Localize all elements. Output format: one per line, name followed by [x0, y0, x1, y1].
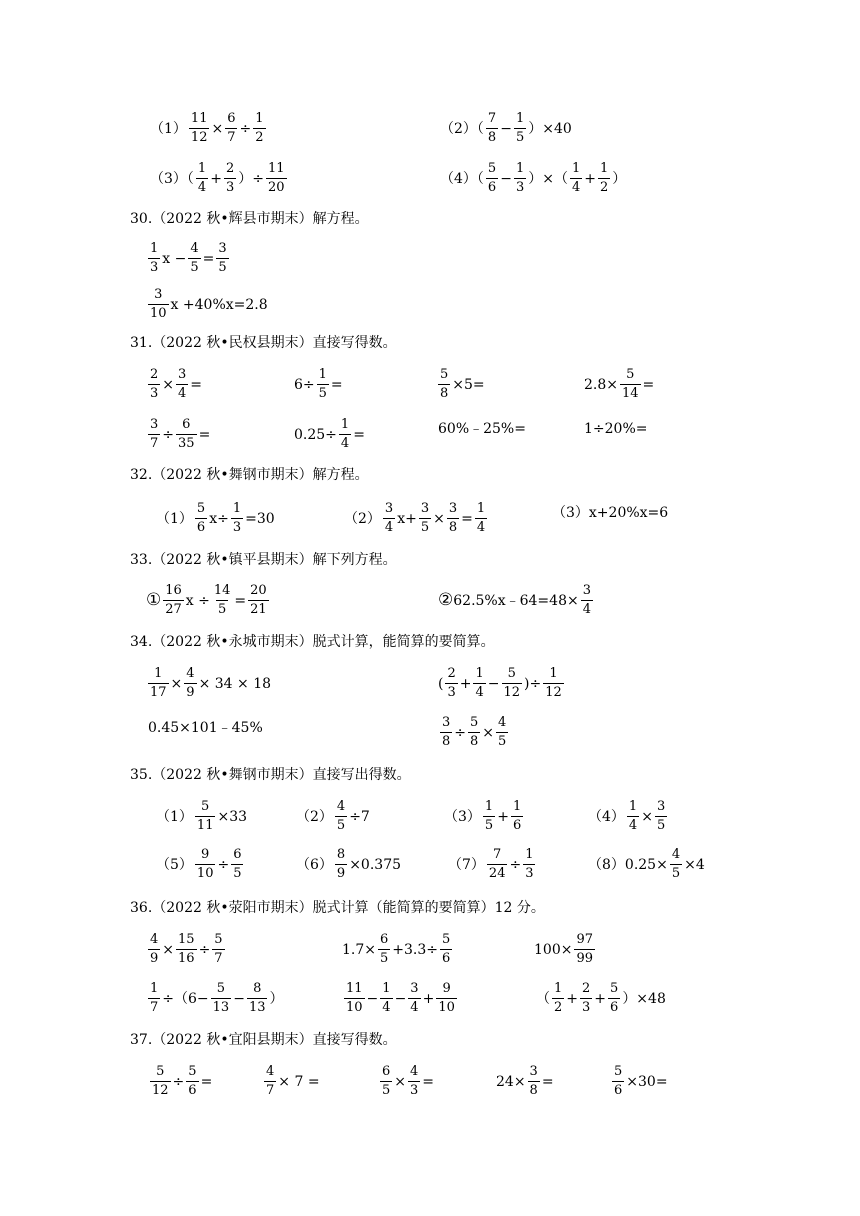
fraction: $\frac{7}{24}$ [488, 847, 506, 882]
fraction: $\frac{1}{4}$ [340, 417, 350, 452]
expression-36-a: $\frac{4}{9}$ × $\frac{15}{16}$ ÷ $\frac{5}{7}$ [150, 932, 223, 967]
expression-36-d: $\frac{1}{7}$ ÷（6− $\frac{5}{13}$ − $\frac{8}{13}$ ） [150, 981, 284, 1016]
question-37-heading: 37.（2022 秋•宜阳县期末）直接写得数。 [130, 1032, 397, 1048]
fraction: $\frac{1}{4}$ [476, 501, 486, 536]
fraction: $\frac{1}{7}$ [150, 981, 159, 1016]
equation-33-2: ② 62.5%x﹣64=48× $\frac{3}{4}$ [438, 583, 591, 618]
equation-33-1: ① $\frac{16}{27}$ x ÷ $\frac{14}{5}$ = $\frac{20}{21}$ [146, 583, 267, 618]
fraction: $\frac{1}{4}$ [628, 799, 638, 834]
fraction: $\frac{5}{14}$ [622, 367, 639, 402]
fraction: $\frac{3}{4}$ [178, 367, 187, 402]
fraction: $\frac{5}{13}$ [212, 981, 230, 1016]
fraction: $\frac{1}{2}$ [599, 161, 609, 196]
item-31-g: 60%﹣25%= [438, 421, 526, 437]
item-31-f: 0.25÷ $\frac{1}{4}$ = [294, 417, 365, 452]
fraction: $\frac{2}{3}$ [582, 981, 591, 1016]
fraction: $\frac{1}{4}$ [382, 981, 391, 1016]
fraction: $\frac{4}{9}$ [150, 932, 159, 967]
fraction: $\frac{11}{12}$ [190, 111, 208, 146]
item-35-6: （6） $\frac{8}{9}$ ×0.375 [296, 847, 402, 882]
fraction: $\frac{6}{5}$ [380, 932, 389, 967]
fraction: $\frac{11}{20}$ [267, 161, 285, 196]
fraction: $\frac{5}{8}$ [440, 367, 449, 402]
expression-34-b: ( $\frac{2}{3}$ + $\frac{1}{4}$ − $\frac{5}{12}$ )÷ $\frac{1}{12}$ [438, 666, 562, 701]
question-36-heading: 36.（2022 秋•荥阳市期末）脱式计算（能简算的要简算）12 分。 [130, 900, 545, 916]
fraction: $\frac{5}{6}$ [610, 981, 619, 1016]
fraction: $\frac{5}{12}$ [503, 666, 521, 701]
question-31-heading: 31.（2022 秋•民权县期末）直接写得数。 [130, 335, 397, 351]
item-37-a: $\frac{5}{12}$ ÷ $\frac{5}{6}$ = [152, 1064, 213, 1099]
fraction: $\frac{14}{5}$ [213, 583, 231, 618]
fraction: $\frac{5}{6}$ [442, 932, 451, 967]
equation-32-3: （3）x+20%x=6 [552, 505, 669, 521]
fraction: $\frac{4}{9}$ [186, 666, 195, 701]
fraction: $\frac{1}{2}$ [554, 981, 563, 1016]
fraction: $\frac{4}{5}$ [671, 847, 681, 882]
fraction: $\frac{2}{3}$ [225, 161, 235, 196]
expression-36-b: 1.7× $\frac{6}{5}$ +3.3÷ $\frac{5}{6}$ [342, 932, 451, 967]
equation-32-1: （1） $\frac{5}{6}$ x÷ $\frac{1}{3}$ =30 [156, 501, 275, 536]
item-31-a: $\frac{2}{3}$ × $\frac{3}{4}$ = [150, 367, 203, 402]
item-35-8: （8）0.25× $\frac{4}{5}$ ×4 [588, 847, 705, 882]
fraction: $\frac{1}{4}$ [571, 161, 581, 196]
item-35-5: （5） $\frac{9}{10}$ ÷ $\frac{6}{5}$ [156, 847, 242, 882]
fraction: $\frac{1}{3}$ [525, 847, 534, 882]
question-35-heading: 35.（2022 秋•舞钢市期末）直接写出得数。 [130, 767, 411, 783]
fraction: $\frac{16}{27}$ [165, 583, 182, 618]
fraction: $\frac{15}{16}$ [178, 932, 195, 967]
fraction: $\frac{4}{5}$ [190, 241, 199, 276]
problem-4: （4）（ $\frac{5}{6}$ − $\frac{1}{3}$ ）×（ $\frac{1}{4}$ + $\frac{1}{2}$ ） [440, 161, 627, 196]
item-31-d: 2.8× $\frac{5}{14}$ = [584, 367, 655, 402]
fraction: $\frac{6}{7}$ [227, 111, 236, 146]
fraction: $\frac{1}{4}$ [197, 161, 207, 196]
fraction: $\frac{3}{4}$ [410, 981, 419, 1016]
problem-3: （3）（ $\frac{1}{4}$ + $\frac{2}{3}$ ）÷ $\frac{11}{20}$ [150, 161, 285, 196]
equation-32-2: （2） $\frac{3}{4}$ x+ $\frac{3}{5}$ × $\frac{3}{8}$ = $\frac{1}{4}$ [344, 501, 486, 536]
question-32-heading: 32.（2022 秋•舞钢市期末）解方程。 [130, 467, 369, 483]
fraction: $\frac{4}{3}$ [410, 1064, 419, 1099]
fraction: $\frac{2}{3}$ [150, 367, 159, 402]
fraction: $\frac{4}{5}$ [336, 799, 346, 834]
fraction: $\frac{3}{8}$ [529, 1064, 538, 1099]
fraction: $\frac{1}{2}$ [255, 111, 264, 146]
fraction: $\frac{5}{7}$ [214, 932, 223, 967]
fraction: $\frac{6}{35}$ [178, 417, 195, 452]
fraction: $\frac{5}{6}$ [487, 161, 497, 196]
fraction: $\frac{9}{10}$ [438, 981, 455, 1016]
fraction: $\frac{3}{8}$ [448, 501, 458, 536]
item-37-e: $\frac{5}{6}$ ×30= [614, 1064, 668, 1099]
equation-30-2: $\frac{3}{10}$ x +40%x=2.8 [150, 287, 268, 322]
fraction: $\frac{8}{13}$ [248, 981, 266, 1016]
fraction: $\frac{5}{6}$ [614, 1064, 623, 1099]
fraction: $\frac{4}{5}$ [498, 715, 507, 750]
fraction: $\frac{1}{5}$ [515, 111, 525, 146]
fraction: $\frac{3}{4}$ [582, 583, 591, 618]
fraction: $\frac{1}{3}$ [150, 241, 159, 276]
item-37-b: $\frac{4}{7}$ × 7 = [266, 1064, 320, 1099]
fraction: $\frac{1}{12}$ [545, 666, 562, 701]
fraction: $\frac{3}{8}$ [442, 715, 451, 750]
fraction: $\frac{2}{3}$ [447, 666, 456, 701]
fraction: $\frac{11}{10}$ [346, 981, 363, 1016]
fraction: $\frac{5}{12}$ [152, 1064, 169, 1099]
question-34-heading: 34.（2022 秋•永城市期末）脱式计算，能简算的要简算。 [130, 634, 495, 650]
fraction: $\frac{1}{17}$ [150, 666, 167, 701]
expression-34-d: $\frac{3}{8}$ ÷ $\frac{5}{8}$ × $\frac{4}{5}$ [442, 715, 507, 750]
problem-2: （2）（ $\frac{7}{8}$ − $\frac{1}{5}$ ）×40 [440, 111, 572, 146]
equation-30-1: $\frac{1}{3}$ x − $\frac{4}{5}$ = $\frac{3}{5}$ [150, 241, 227, 276]
item-31-h: 1÷20%= [584, 421, 648, 437]
fraction: $\frac{97}{99}$ [576, 932, 593, 967]
fraction: $\frac{8}{9}$ [336, 847, 346, 882]
fraction: $\frac{6}{5}$ [382, 1064, 391, 1099]
fraction: $\frac{3}{10}$ [150, 287, 167, 322]
fraction: $\frac{6}{5}$ [233, 847, 242, 882]
fraction: $\frac{1}{5}$ [318, 367, 327, 402]
item-37-d: 24× $\frac{3}{8}$ = [496, 1064, 554, 1099]
fraction: $\frac{3}{7}$ [150, 417, 159, 452]
problem-1: （1） $\frac{11}{12}$ × $\frac{6}{7}$ ÷ $\frac{1}{2}$ [150, 111, 264, 146]
fraction: $\frac{1}{3}$ [232, 501, 242, 536]
fraction: $\frac{5}{6}$ [188, 1064, 197, 1099]
fraction: $\frac{7}{8}$ [487, 111, 497, 146]
item-31-e: $\frac{3}{7}$ ÷ $\frac{6}{35}$ = [150, 417, 211, 452]
item-35-7: （7） $\frac{7}{24}$ ÷ $\frac{1}{3}$ [448, 847, 534, 882]
fraction: $\frac{4}{7}$ [266, 1064, 275, 1099]
question-30-heading: 30.（2022 秋•辉县市期末）解方程。 [130, 211, 369, 227]
fraction: $\frac{9}{10}$ [196, 847, 214, 882]
item-35-2: （2） $\frac{4}{5}$ ÷7 [296, 799, 370, 834]
fraction: $\frac{3}{5}$ [420, 501, 430, 536]
fraction: $\frac{5}{11}$ [196, 799, 214, 834]
expression-36-e: $\frac{11}{10}$ − $\frac{1}{4}$ − $\frac{3}{4}$ + $\frac{9}{10}$ [346, 981, 455, 1016]
fraction: $\frac{5}{6}$ [196, 501, 206, 536]
expression-36-c: 100× $\frac{97}{99}$ [534, 932, 593, 967]
item-35-1: （1） $\frac{5}{11}$ ×33 [156, 799, 248, 834]
fraction: $\frac{1}{5}$ [484, 799, 494, 834]
fraction: $\frac{1}{6}$ [512, 799, 522, 834]
expression-34-a: $\frac{1}{17}$ × $\frac{4}{9}$ × 34 × 18 [150, 666, 272, 701]
item-35-4: （4） $\frac{1}{4}$ × $\frac{3}{5}$ [588, 799, 666, 834]
fraction: $\frac{1}{4}$ [475, 666, 484, 701]
item-31-c: $\frac{5}{8}$ ×5= [440, 367, 485, 402]
fraction: $\frac{3}{5}$ [656, 799, 666, 834]
fraction: $\frac{1}{3}$ [515, 161, 525, 196]
fraction: $\frac{20}{21}$ [250, 583, 267, 618]
expression-34-c: 0.45×101﹣45% [148, 720, 263, 736]
item-35-3: （3） $\frac{1}{5}$ + $\frac{1}{6}$ [444, 799, 522, 834]
item-37-c: $\frac{6}{5}$ × $\frac{4}{3}$ = [382, 1064, 435, 1099]
expression-36-f: （ $\frac{1}{2}$ + $\frac{2}{3}$ + $\frac{5}{6}$ ）×48 [536, 981, 666, 1016]
fraction: $\frac{5}{8}$ [470, 715, 479, 750]
item-31-b: 6÷ $\frac{1}{5}$ = [294, 367, 343, 402]
fraction: $\frac{3}{5}$ [218, 241, 227, 276]
fraction: $\frac{3}{4}$ [384, 501, 394, 536]
question-33-heading: 33.（2022 秋•镇平县期末）解下列方程。 [130, 552, 397, 568]
